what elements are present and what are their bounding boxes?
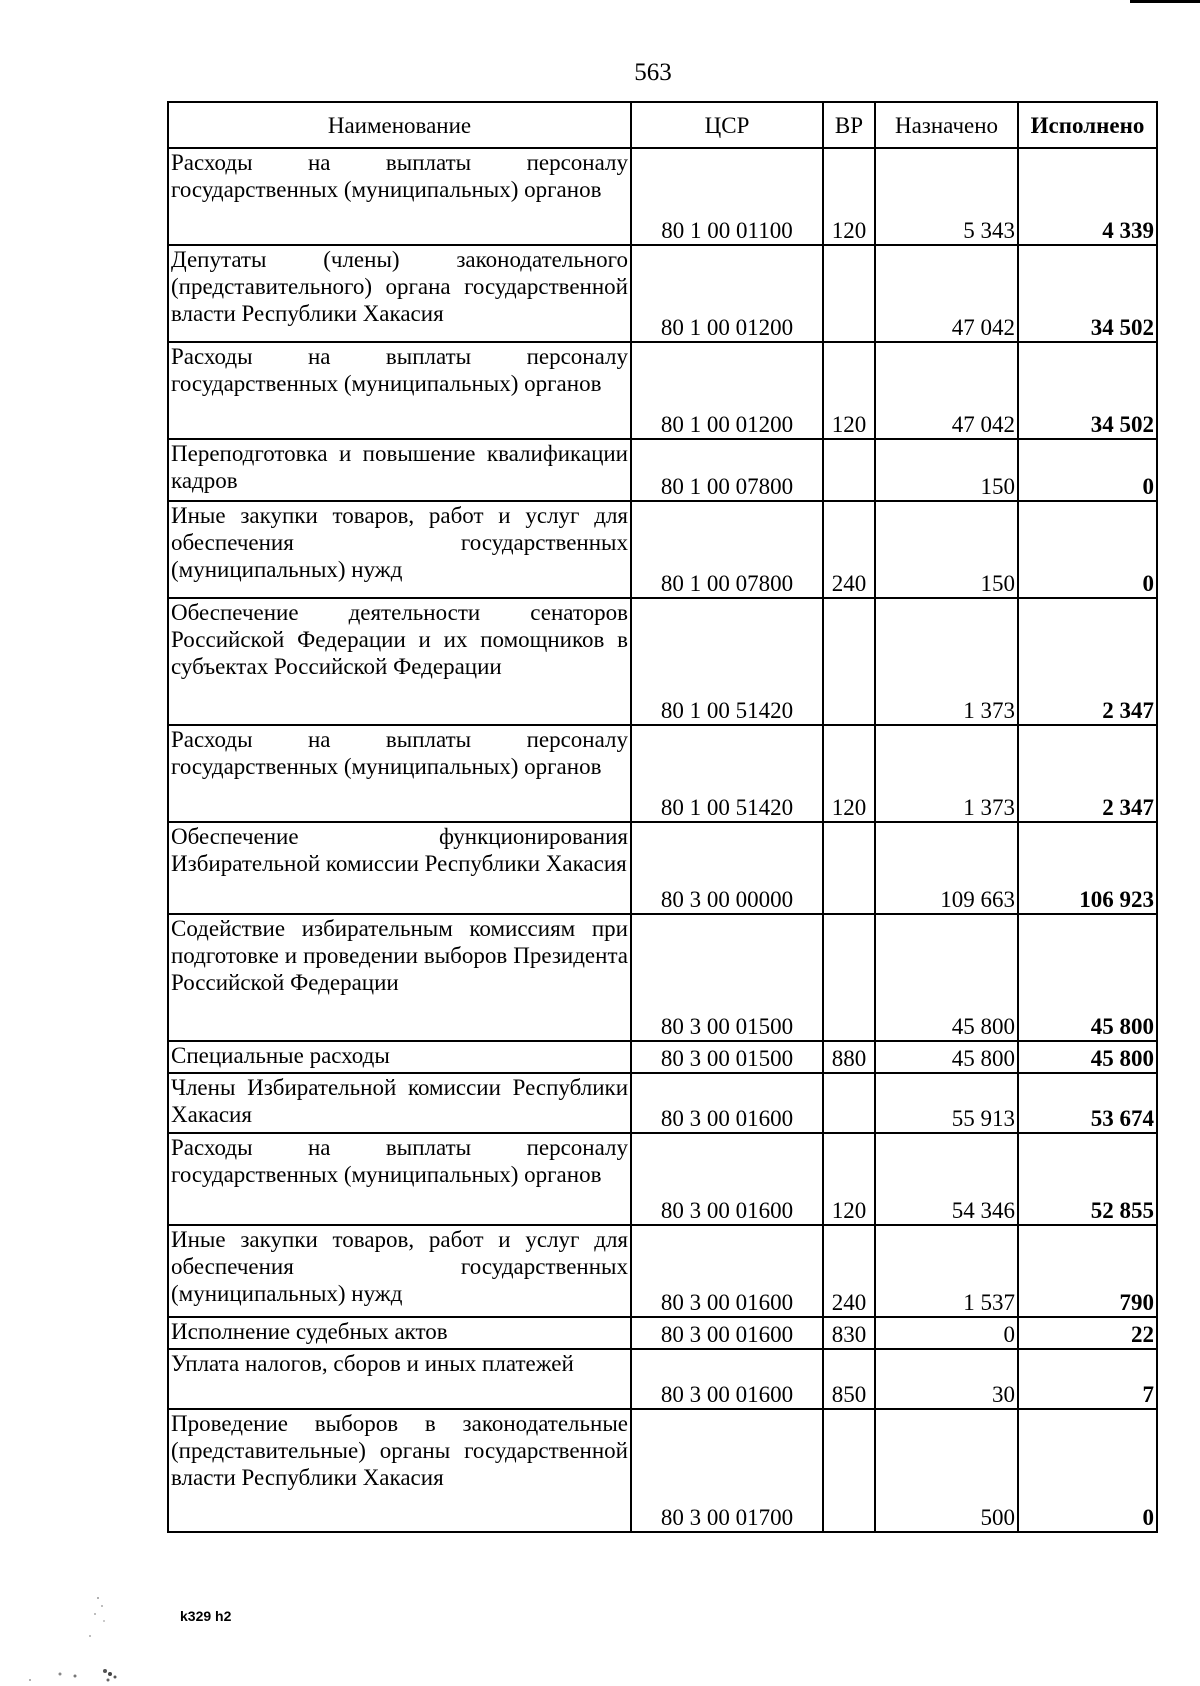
row-done-cell: 53 674 (1018, 1073, 1157, 1133)
row-assigned-cell: 109 663 (875, 822, 1018, 914)
row-done-cell: 7 (1018, 1349, 1157, 1409)
row-assigned-cell: 1 373 (875, 725, 1018, 822)
row-name-cell: Исполнение судебных актов (168, 1317, 631, 1349)
row-name-cell: Расходы на выплаты персоналу государственных (муниципальных) органов (168, 725, 631, 822)
table-row (168, 1317, 1157, 1349)
row-assigned-cell: 30 (875, 1349, 1018, 1409)
row-assigned-cell: 1 373 (875, 598, 1018, 725)
table-row (168, 148, 1157, 245)
table-row (168, 1133, 1157, 1225)
footer-code: k329 h2 (180, 1608, 232, 1624)
row-assigned-cell: 5 343 (875, 148, 1018, 245)
budget-table (167, 101, 1158, 1533)
row-vr-cell (823, 245, 875, 342)
scan-edge-mark (1130, 0, 1200, 3)
row-csr-cell: 80 1 00 01200 (631, 342, 823, 439)
row-csr-cell: 80 3 00 00000 (631, 822, 823, 914)
table-row (168, 822, 1157, 914)
row-csr-cell: 80 1 00 01100 (631, 148, 823, 245)
row-vr-cell: 120 (823, 148, 875, 245)
row-assigned-cell: 150 (875, 501, 1018, 598)
row-assigned-cell: 47 042 (875, 342, 1018, 439)
table-row (168, 914, 1157, 1041)
header-csr: ЦСР (631, 102, 823, 148)
row-done-cell: 0 (1018, 501, 1157, 598)
row-assigned-cell: 54 346 (875, 1133, 1018, 1225)
row-name-cell: Члены Избирательной комиссии Республики Хакасия (168, 1073, 631, 1133)
row-assigned-cell: 55 913 (875, 1073, 1018, 1133)
row-assigned-cell: 150 (875, 439, 1018, 501)
row-vr-cell: 120 (823, 342, 875, 439)
row-csr-cell: 80 1 00 51420 (631, 725, 823, 822)
row-csr-cell: 80 3 00 01600 (631, 1133, 823, 1225)
row-done-cell: 45 800 (1018, 914, 1157, 1041)
row-name-cell: Обеспечение функционирования Избирательной комиссии Республики Хакасия (168, 822, 631, 914)
table-body (168, 148, 1157, 1532)
header-name: Наименование (168, 102, 631, 148)
row-done-cell: 2 347 (1018, 598, 1157, 725)
row-name-cell: Проведение выборов в законодательные (представительные) органы государственной власти Республики Хакасия (168, 1409, 631, 1532)
header-assigned: Назначено (875, 102, 1018, 148)
row-csr-cell: 80 1 00 07800 (631, 439, 823, 501)
row-csr-cell: 80 3 00 01500 (631, 914, 823, 1041)
row-vr-cell (823, 439, 875, 501)
row-done-cell: 0 (1018, 439, 1157, 501)
row-done-cell: 2 347 (1018, 725, 1157, 822)
table-row (168, 1225, 1157, 1317)
row-vr-cell: 880 (823, 1041, 875, 1073)
table-row (168, 1349, 1157, 1409)
table-row (168, 342, 1157, 439)
row-vr-cell (823, 822, 875, 914)
row-done-cell: 52 855 (1018, 1133, 1157, 1225)
row-assigned-cell: 45 800 (875, 1041, 1018, 1073)
row-name-cell: Переподготовка и повышение квалификации кадров (168, 439, 631, 501)
row-done-cell: 22 (1018, 1317, 1157, 1349)
row-done-cell: 4 339 (1018, 148, 1157, 245)
table-row (168, 725, 1157, 822)
row-csr-cell: 80 3 00 01500 (631, 1041, 823, 1073)
row-name-cell: Депутаты (члены) законодательного (представительного) органа государственной власти Республики Хакасия (168, 245, 631, 342)
row-vr-cell: 240 (823, 1225, 875, 1317)
row-name-cell: Содействие избирательным комиссиям при подготовке и проведении выборов Президента Российской Федерации (168, 914, 631, 1041)
row-done-cell: 790 (1018, 1225, 1157, 1317)
table-row (168, 1073, 1157, 1133)
row-vr-cell: 120 (823, 725, 875, 822)
row-name-cell: Обеспечение деятельности сенаторов Российской Федерации и их помощников в субъектах Российской Федерации (168, 598, 631, 725)
row-done-cell: 0 (1018, 1409, 1157, 1532)
row-vr-cell: 240 (823, 501, 875, 598)
row-name-cell: Расходы на выплаты персоналу государственных (муниципальных) органов (168, 342, 631, 439)
row-vr-cell (823, 1073, 875, 1133)
row-assigned-cell: 500 (875, 1409, 1018, 1532)
row-vr-cell (823, 598, 875, 725)
row-name-cell: Иные закупки товаров, работ и услуг для обеспечения государственных (муниципальных) нужд (168, 501, 631, 598)
row-assigned-cell: 45 800 (875, 914, 1018, 1041)
row-vr-cell (823, 1409, 875, 1532)
table-row (168, 245, 1157, 342)
table-row (168, 501, 1157, 598)
row-vr-cell: 830 (823, 1317, 875, 1349)
row-assigned-cell: 47 042 (875, 245, 1018, 342)
scan-noise-speckles (0, 1576, 150, 1686)
table-header-row (168, 102, 1157, 148)
row-assigned-cell: 0 (875, 1317, 1018, 1349)
row-vr-cell: 120 (823, 1133, 875, 1225)
row-assigned-cell: 1 537 (875, 1225, 1018, 1317)
row-csr-cell: 80 3 00 01700 (631, 1409, 823, 1532)
table-row (168, 1041, 1157, 1073)
row-csr-cell: 80 3 00 01600 (631, 1225, 823, 1317)
row-name-cell: Специальные расходы (168, 1041, 631, 1073)
row-vr-cell (823, 914, 875, 1041)
row-csr-cell: 80 3 00 01600 (631, 1073, 823, 1133)
page-number: 563 (634, 59, 672, 86)
row-done-cell: 34 502 (1018, 342, 1157, 439)
row-csr-cell: 80 1 00 01200 (631, 245, 823, 342)
row-csr-cell: 80 3 00 01600 (631, 1349, 823, 1409)
row-csr-cell: 80 3 00 01600 (631, 1317, 823, 1349)
row-done-cell: 106 923 (1018, 822, 1157, 914)
header-vr: ВР (823, 102, 875, 148)
row-done-cell: 45 800 (1018, 1041, 1157, 1073)
row-name-cell: Расходы на выплаты персоналу государственных (муниципальных) органов (168, 1133, 631, 1225)
header-done: Исполнено (1018, 102, 1157, 148)
row-csr-cell: 80 1 00 07800 (631, 501, 823, 598)
table-row (168, 439, 1157, 501)
table-row (168, 1409, 1157, 1532)
table-row (168, 598, 1157, 725)
row-name-cell: Уплата налогов, сборов и иных платежей (168, 1349, 631, 1409)
row-name-cell: Расходы на выплаты персоналу государственных (муниципальных) органов (168, 148, 631, 245)
row-csr-cell: 80 1 00 51420 (631, 598, 823, 725)
row-name-cell: Иные закупки товаров, работ и услуг для обеспечения государственных (муниципальных) нужд (168, 1225, 631, 1317)
row-done-cell: 34 502 (1018, 245, 1157, 342)
row-vr-cell: 850 (823, 1349, 875, 1409)
